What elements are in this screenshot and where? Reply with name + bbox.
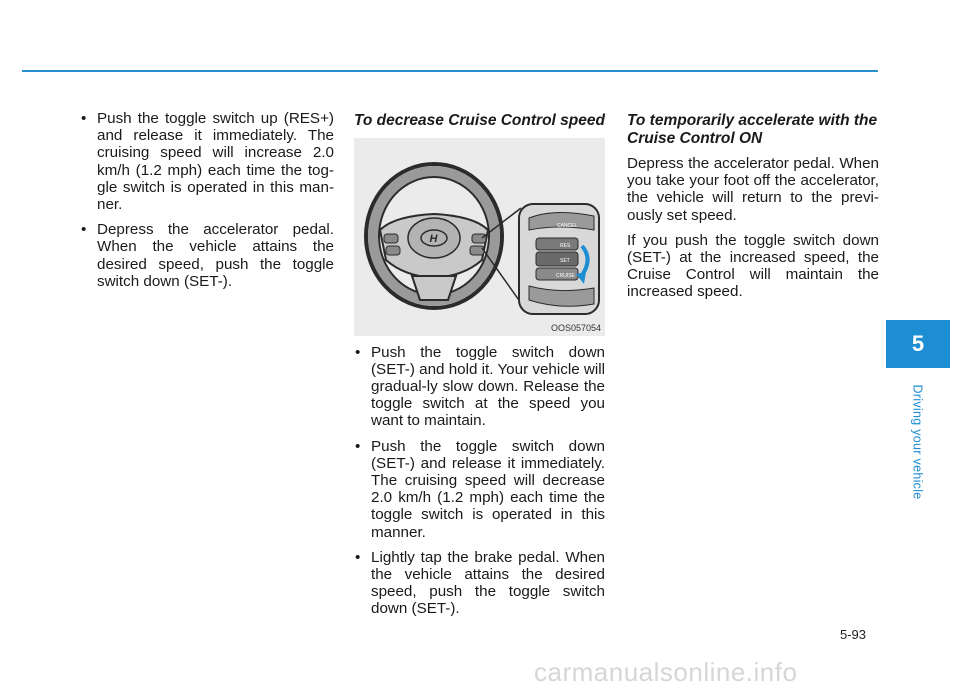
chapter-title: Driving your vehicle [911,384,926,500]
bullet-list [80,110,334,290]
list-item: • Push the toggle switch down (SET-) and hold it. Your vehicle will gradual-ly slow down. Release the toggle switch at the speed you want to maintain. [354,344,605,430]
watermark: carmanualsonline.info [534,657,798,687]
chapter-title-vertical [908,378,928,506]
steering-wheel-illustration [354,138,605,336]
header-rule [22,70,878,72]
chapter-tab [886,320,950,368]
column-right [627,112,879,309]
list-item: • Depress the accelerator pedal. When the vehicle attains the desired speed, push the toggle switch down (SET-). [80,221,334,290]
page-number: 5-93 [840,627,867,642]
column-left [80,110,334,298]
list-item: • Push the toggle switch up (RES+) and release it immediately. The cruising speed will increase 2.0 km/h (1.2 mph) each time the tog-gle switch is operated in this man-ner. [80,110,334,213]
res-label: RES [560,242,571,249]
bullet-list [354,344,605,618]
section-heading: To decrease Cruise Control speed [354,112,605,129]
svg-text:H: H [429,232,438,245]
set-label: SET [560,257,570,264]
cruise-label: CRUISE [556,272,575,279]
list-item: • Lightly tap the brake pedal. When the vehicle attains the desired speed, push the toggle switch down (SET-). [354,549,605,618]
chapter-number: 5 [911,331,925,356]
paragraph: If you push the toggle switch down (SET-) at the increased speed, the Cruise Control will maintain the increased speed. [627,231,879,301]
cancel-label: CANCEL [557,222,578,229]
column-middle [354,112,605,626]
steering-wheel-figure [354,138,605,336]
list-item: • Push the toggle switch down (SET-) and release it immediately. The cruising speed will decrease 2.0 km/h (1.2 mph) each time the toggle switch is operated in this manner. [354,438,605,541]
paragraph: Depress the accelerator pedal. When you take your foot off the accelerator, the vehicle will return to the previ-ously set speed. [627,155,879,224]
section-heading: To temporarily accelerate with the Cruise Control ON [627,112,878,147]
figure-code: OOS057054 [550,322,601,333]
